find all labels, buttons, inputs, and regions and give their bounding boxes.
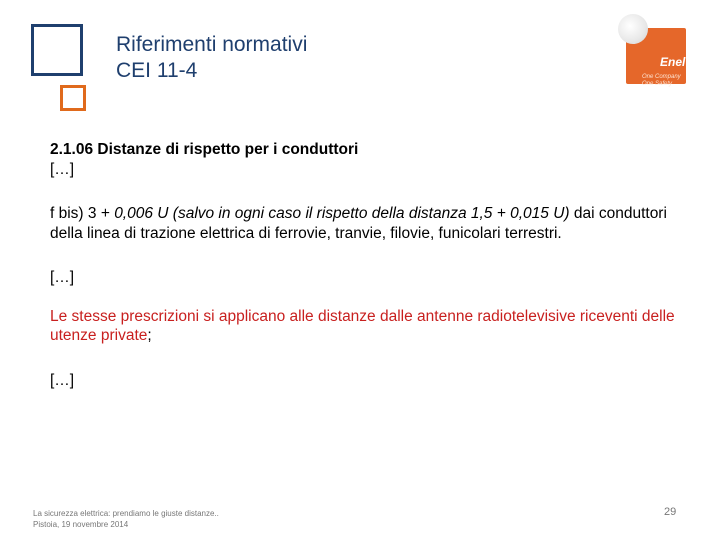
title-line-2: CEI 11-4 xyxy=(116,59,198,82)
section-heading: 2.1.06 Distanze di rispetto per i conduttori xyxy=(50,141,359,158)
decorative-square-small xyxy=(60,85,86,111)
fbis-prefix: f bis) 3 + xyxy=(50,205,115,222)
logo-tag-line-2: One Safety xyxy=(642,81,673,87)
decorative-square-large xyxy=(31,24,83,76)
ellipsis-1: […] xyxy=(50,160,75,178)
logo-name: Enel xyxy=(660,55,686,69)
red-paragraph xyxy=(50,307,690,346)
fbis-italic: 0,006 U (salvo in ogni caso il rispetto della distanza 1,5 + 0,015 U) xyxy=(114,205,570,222)
title-line-1: Riferimenti normativi xyxy=(116,33,308,56)
footer-text xyxy=(33,508,219,530)
logo-tag-line-1: One Company xyxy=(642,74,681,80)
enel-logo xyxy=(618,14,686,87)
slide-title xyxy=(116,32,307,84)
slide-content xyxy=(50,140,690,390)
lightbulb-icon xyxy=(618,14,648,44)
ellipsis-2: […] xyxy=(50,269,75,286)
page-number: 29 xyxy=(664,506,677,518)
footer-line-1: La sicurezza elettrica: prendiamo le giuste distanze.. xyxy=(33,509,219,518)
logo-tagline xyxy=(642,74,681,88)
fbis-rest: dai conduttori della linea di trazione elettrica di ferrovie, tranvie, filovie, funicolari terrestri. xyxy=(50,205,667,242)
fbis-paragraph xyxy=(50,204,690,243)
red-end: ; xyxy=(147,327,152,344)
ellipsis-3: […] xyxy=(50,371,75,389)
footer-line-2: Pistoia, 19 novembre 2014 xyxy=(33,520,129,529)
red-text: Le stesse prescrizioni si applicano alle distanze dalle antenne radiotelevisive riceventi delle utenze private xyxy=(50,307,675,344)
